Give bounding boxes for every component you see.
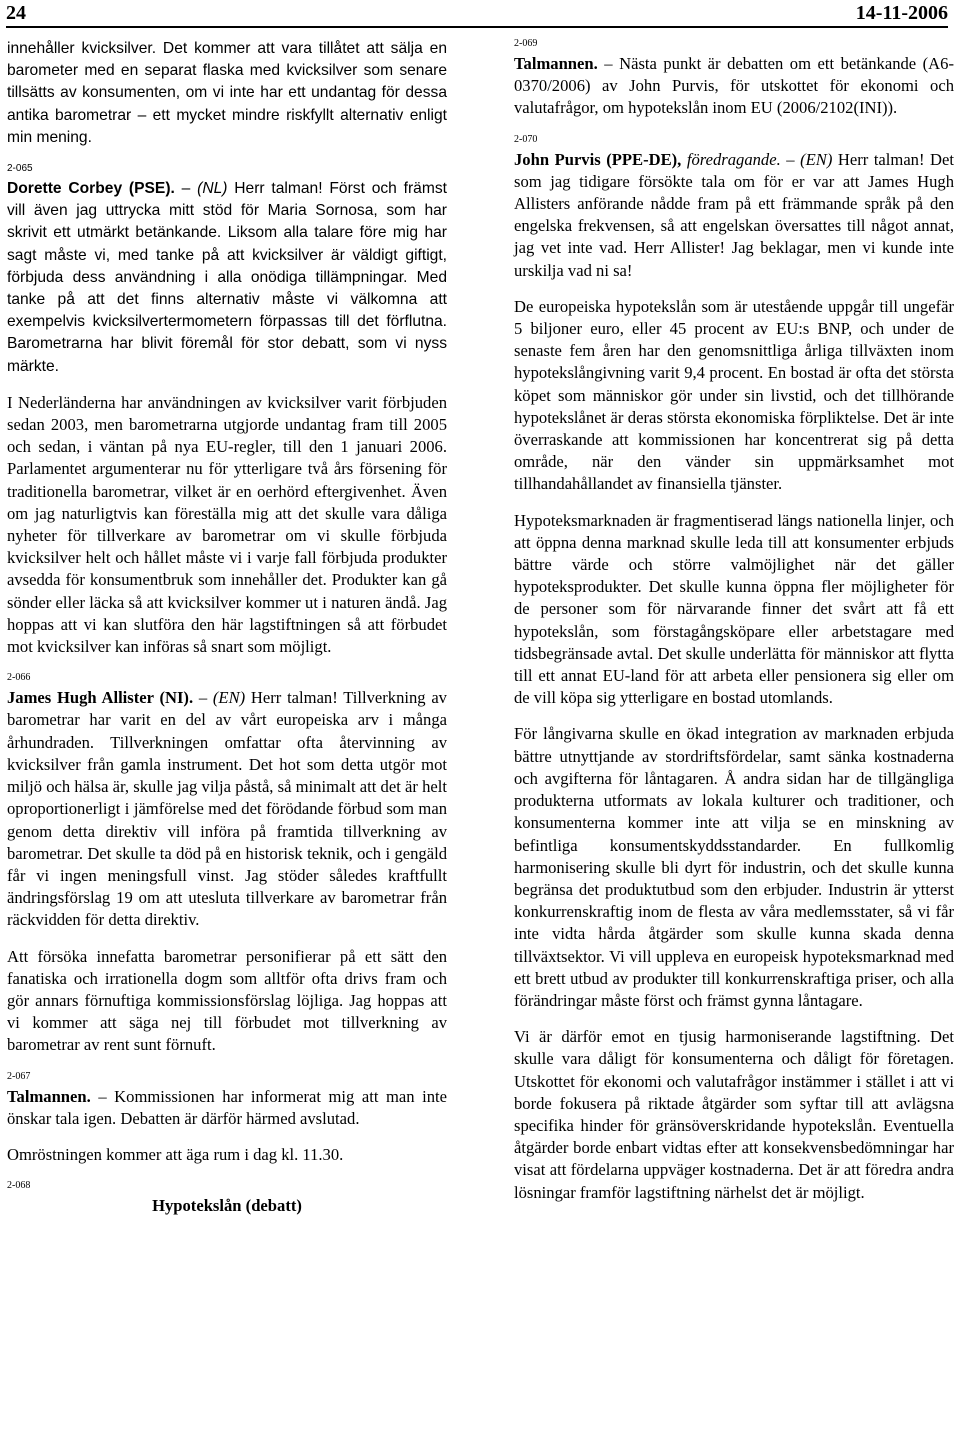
speaker-name: Dorette Corbey (PSE). (7, 180, 175, 198)
item-number: 2-066 (7, 672, 31, 684)
agenda-item-title: Hypotekslån (debatt) (152, 1196, 302, 1216)
speech-text: Nästa punkt är debatten om ett betänkande (A6-0370/2006) av John Purvis, för utskottet för ekonomi och valutafrågor, om hypotekslån inom EU (2006/2102(INI)). (514, 54, 954, 118)
speaker-role: föredragande. (686, 149, 781, 169)
intervention-2-069: 2-069 Talmannen. – Nästa punkt är debatten om ett betänkande (A6-0370/2006) av John Purvis, för utskottet för ekonomi och valutafrågor, om hypotekslån inom EU (2006/2102(INI)). (514, 38, 954, 118)
item-number: 2-067 (7, 1070, 31, 1082)
item-number: 2-065 (7, 163, 33, 175)
intervention-2-065: 2-065 Dorette Corbey (PSE). – (NL) Herr talman! Först och främst vill även jag uttrycka mitt stöd för Maria Sornosa, som har skrivit ett utmärkt betänkande. Liksom alla talare före mig har sagt måste vi, med tanke på att kvicksilver är väldigt giftigt, förbjuda dess användning i alla onödiga tillämpningar. Med tanke på att det finns alternativ måste vi välkomna att exempelvis kvicksilvertermometern förpassas till det förflutna. Barometrarna har blivit föremål för stor debatt, som vi nyss märkte. I Nederländerna har användningen av kvicksilver varit förbjuden sedan 2003, men barometrarna utgjorde undantag fram till 2005 och sedan, i väntan på nya EU-regler, till den 1 januari 2006. Parlamentet argumenterar nu för ytterligare två års försening för traditionella barometrar, vilket är en oerhörd eftergivenhet. Även om jag naturligtvis kan föreställa mig att det skulle vara dåliga nyheter för tillverkare av barometrar om vi skulle förbjuda kvicksilver helt och hållet måste vi i varje fall förbjuda produkter avsedda för konsumentbruk som innehåller det. Produkter kan gå sönder eller läcka så att kvicksilver kommer ut i naturen ändå. Jag hoppas att vi kan slutföra den här lagstiftningen så att förbudet mot kvicksilver kan införas så snart som möjligt. (7, 163, 447, 658)
speech-text: Herr talman! Tillverkning av barometrar har varit en del av vårt europeiska arv i många århundraden. Tillverkningen omfattar ofta återvinning av kvicksilver från gamla instrument. Det hot som detta utgör mot miljö och hälsa är, skulle jag vilja påstå, så minimalt att det är helt oproportionerligt i jämförelse med det förödande förbud som man genom detta direktiv vill införa på framtida tillverkning av barometrar. Det skulle ta död på en historisk teknik, och i gengäld får vi ingen meningsfull vinst. Jag stöder således kraftfullt ändringsförslag 19 om att utesluta tillverkare av barometrar från räckvidden för detta direktiv. (7, 688, 447, 930)
speaker-name: James Hugh Allister (NI). (7, 688, 194, 708)
header-rule (6, 26, 948, 28)
speech-text: Kommissionen har informerat mig att man inte önskar tala igen. Debatten är därför härmed avslutad. (7, 1086, 447, 1128)
speech-paragraph: I Nederländerna har användningen av kvicksilver varit förbjuden sedan 2003, men barometrarna utgjorde undantag fram till 2005 och sedan, i väntan på nya EU-regler, till den 1 januari 2006. Parlamentet argumenterar nu för ytterligare två års försening för traditionella barometrar, vilket är en oerhörd eftergivenhet. Även om jag naturligtvis kan föreställa mig att det skulle vara dåliga nyheter för tillverkare av barometrar om vi skulle förbjuda kvicksilver helt och hållet måste vi i varje fall förbjuda produkter avsedda för konsumentbruk som innehåller det. Produkter kan gå sönder eller läcka så att kvicksilver kommer ut i naturen ändå. Jag hoppas att vi kan slutföra den här lagstiftningen så att förbudet mot kvicksilver kan införas så snart som möjligt. (7, 392, 447, 657)
speech-paragraph: De europeiska hypotekslån som är utestående uppgår till ungefär 5 biljoner euro, eller 45 procent av EU:s BNP, och under de senaste fem åren har den genomsnittliga årliga tillväxten inom hypotekslångivning varit 9,4 procent. En bostad är ofta det största köpet som människor gör under sin livstid, och det tillhörande hypotekslånet är deras största ekonomiska förpliktelse. Det är inte överraskande att kommissionen har koncentrerat sig på detta område, när den vänder sin uppmärksamhet mot tillhandahållandet av finansiella tjänster. (514, 296, 954, 494)
item-number: 2-068 (7, 1180, 31, 1192)
sitting-date: 14-11-2006 (855, 1, 948, 24)
page-number: 24 (6, 1, 26, 24)
language-code: (EN) (212, 688, 246, 708)
item-2-068 (7, 1180, 447, 1217)
speech-text: Liksom alla talare före mig har sagt måste vi, med tanke på att kvicksilver är väldigt giftigt, förbjuda dess användning i alla onödiga tillämpningar. Med tanke på att det finns alternativ måste vi välkomna att exempelvis kvicksilvertermometern förpassas till det förflutna. Barometrarna har blivit föremål för stor debatt, som vi nyss märkte. (7, 224, 447, 375)
speech-paragraph: Hypoteksmarknaden är fragmentiserad längs nationella linjer, och att öppna denna marknad skulle leda till att konsumenter erbjuds bättre värde och större valmöjlighet när det gäller hypoteksprodukter. Det skulle kunna öppna fler möjligheter för de personer som för närvarande finner det svårt att få ett hypotekslån, som förstagångsköpare eller arbetstagare med tidsbegränsade avtal. Det skulle underlätta för människor att flytta till ett annat EU-land för att arbeta eller pensionera sig eller om de vill köpa sig ytterligare en bostad utomlands. (514, 510, 954, 708)
item-number: 2-070 (514, 133, 538, 145)
page-header (6, 0, 948, 26)
speaker-name: Talmannen. (514, 54, 598, 73)
left-column (7, 38, 447, 1231)
intervention-2-066: 2-066 James Hugh Allister (NI). – (EN) Herr talman! Tillverkning av barometrar har varit en del av vårt europeiska arv i många århundraden. Tillverkningen omfattar ofta återvinning av kvicksilver från gamla instrument. Det hot som detta utgör mot miljö och hälsa är, skulle jag vilja påstå, så minimalt att det är helt oproportionerligt i jämförelse med det förödande förbud som man genom detta direktiv vill införa på framtida tillverkning av barometrar. Det skulle ta död på en historisk teknik, och i gengäld får vi ingen meningsfull vinst. Jag stöder således kraftfullt ändringsförslag 19 om att utesluta tillverkare av barometrar från räckvidden för detta direktiv. Att försöka innefatta barometrar personifierar på ett sätt den fanatiska och irrationella dogm som alltför ofta drivs fram och gör annars förnuftiga kommissionsförslag löjliga. Jag hoppas att vi kommer att säga nej till förbudet mot tillverkning av barometrar av rent sunt förnuft. (7, 672, 447, 1056)
right-column (514, 38, 954, 1218)
speech-paragraph: Vi är därför emot en tjusig harmoniserande lagstiftning. Det skulle vara dåligt för konsumenterna och dåligt för företagen. Utskottet för ekonomi och valutafrågor instämmer i stället i att vi borde fokusera på riktade åtgärder som syftar till att avlägsna specifika hinder för gränsöverskridande hypotekslån. Eventuella åtgärder borde enbart vidtas efter att konsekvensbedömningar har visat att fördelarna uppväger kostnaderna. Det är att föredra andra lösningar framför lagstiftning närhelst det är möjligt. (514, 1027, 954, 1202)
item-number: 2-069 (514, 38, 538, 49)
language-code: (NL) (197, 180, 228, 198)
vote-notice: Omröstningen kommer att äga rum i dag kl. 11.30. (7, 1144, 344, 1164)
speaker-name: John Purvis (PPE-DE), (514, 149, 682, 169)
speech-paragraph: Att försöka innefatta barometrar personifierar på ett sätt den fanatiska och irrationella dogm som alltför ofta drivs fram och gör annars förnuftiga kommissionsförslag löjliga. Jag hoppas att vi kommer att säga nej till förbudet mot tillverkning av barometrar av rent sunt förnuft. (7, 946, 447, 1055)
speech-paragraph: För långivarna skulle en ökad integration av marknaden erbjuda bättre utnyttjande av stordriftsfördelar, samt sänka kostnaderna och avgifterna för låntagaren. Å andra sidan har de tillgängliga produkterna utformats av lokala kulturer och traditioner, och konsumenterna kommer inte att vilja se en minskning av befintliga konsumentskyddsstandarder. En fullkomlig harmonisering skulle bli dyrt för industrin, och det skulle kunna begränsa det produktutbud som den erbjuder. Industrin är ytterst konkurrenskraftig inom de flesta av våra medlemsstater, så vi får inte vidta hårda åtgärder som skulle kunna skada denna tillväxtsektor. Vi vill uppleva en europeisk hypoteksmarknad med ett brett utbud av produkter till konkurrenskraftiga priser, och alla förändringar måste först och främst gynna låntagare. (514, 724, 954, 1010)
speech-text: Herr talman! Först och främst vill även jag uttrycka mitt stöd för Maria Sornosa, som har skrivit ett utmärkt betänkande. (7, 180, 447, 242)
intervention-2-070: 2-070 John Purvis (PPE-DE), föredragande. – (EN) Herr talman! Det som jag tidigare försökte tala om för er var att James Hugh Allisters anförande nådde fram på ett främmande språk på den engelska frekvensen, så att engelskan översattes till något annat, jag vet inte vad. Herr Allister! Jag beklagar, men vi kunde inte urskilja vad ni sa! De europeiska hypotekslån som är utestående uppgår till ungefär 5 biljoner euro, eller 45 procent av EU:s BNP, och under de senaste fem åren har den genomsnittliga årliga tillväxten inom hypotekslångivning varit 9,4 procent. En bostad är ofta det största köpet som människor gör under sin livstid, och det tillhörande hypotekslånet är deras största ekonomiska förpliktelse. Det är inte överraskande att kommissionen har koncentrerat sig på detta område, när den vänder sin uppmärksamhet mot tillhandahållandet av finansiella tjänster. Hypoteksmarknaden är fragmentiserad längs nationella linjer, och att öppna denna marknad skulle leda till att konsumenter erbjuds bättre värde och större valmöjlighet när det gäller hypoteksprodukter. Det skulle kunna öppna fler möjligheter för de personer som för närvarande finner det svårt att få ett hypotekslån, som förstagångsköpare eller arbetstagare med tidsbegränsade avtal. Det skulle underlätta för människor att flytta till ett annat EU-land för att arbeta eller pensionera sig eller om de vill köpa sig ytterligare en bostad utomlands. För långivarna skulle en ökad integration av marknaden erbjuda bättre utnyttjande av stordriftsfördelar, samt sänka kostnaderna och avgifterna för låntagaren. Å andra sidan har de tillgängliga produkterna utformats av lokala kulturer och traditioner, och konsumenterna kommer inte att vilja se en minskning av befintliga konsumentskyddsstandarder. En fullkomlig harmonisering skulle bli dyrt för industrin, och det skulle kunna begränsa det produktutbud som den erbjuder. Industrin är ytterst konkurrenskraftig inom de flesta av våra medlemsstater, så vi får inte vidta hårda åtgärder som skulle kunna skada denna tillväxtsektor. Vi vill uppleva en europeisk hypoteksmarknad med ett brett utbud av produkter till konkurrenskraftiga priser, och alla förändringar måste först och främst gynna låntagare. Vi är därför emot en tjusig harmoniserande lagstiftning. Det skulle vara dåligt för konsumenterna och dåligt för företagen. Utskottet för ekonomi och valutafrågor instämmer i stället i att vi borde fokusera på riktade åtgärder som syftar till att avlägsna specifika hinder för gränsöverskridande hypotekslån. Eventuella åtgärder borde enbart vidtas efter att konsekvensbedömningar har visat att fördelarna uppväger kostnaderna. Det är att föredra andra lösningar framför lagstiftning närhelst det är möjligt. (514, 134, 954, 1204)
speech-text: Herr talman! Det som jag tidigare försökte tala om för er var att James Hugh Allisters anförande nådde fram på ett främmande språk på den engelska frekvensen, så att engelskan översattes till något annat, jag vet inte vad. Herr Allister! Jag beklagar, men vi kunde inte urskilja vad ni sa! (514, 149, 954, 280)
intervention-2-067: 2-067 Talmannen. – Kommissionen har informerat mig att man inte önskar tala igen. Debatten är därför härmed avslutad. Omröstningen kommer att äga rum i dag kl. 11.30. (7, 1071, 447, 1167)
speaker-name: Talmannen. (7, 1086, 91, 1106)
language-code: (EN) (800, 149, 833, 169)
intro-paragraph: innehåller kvicksilver. Det kommer att vara tillåtet att sälja en barometer med en separat flaska med kvicksilver som senare tillsätts av konsumenten, om vi inte har ett undantag för dessa antika barometrar – ett mycket mindre riskfyllt alternativ enligt min mening. (7, 40, 447, 146)
